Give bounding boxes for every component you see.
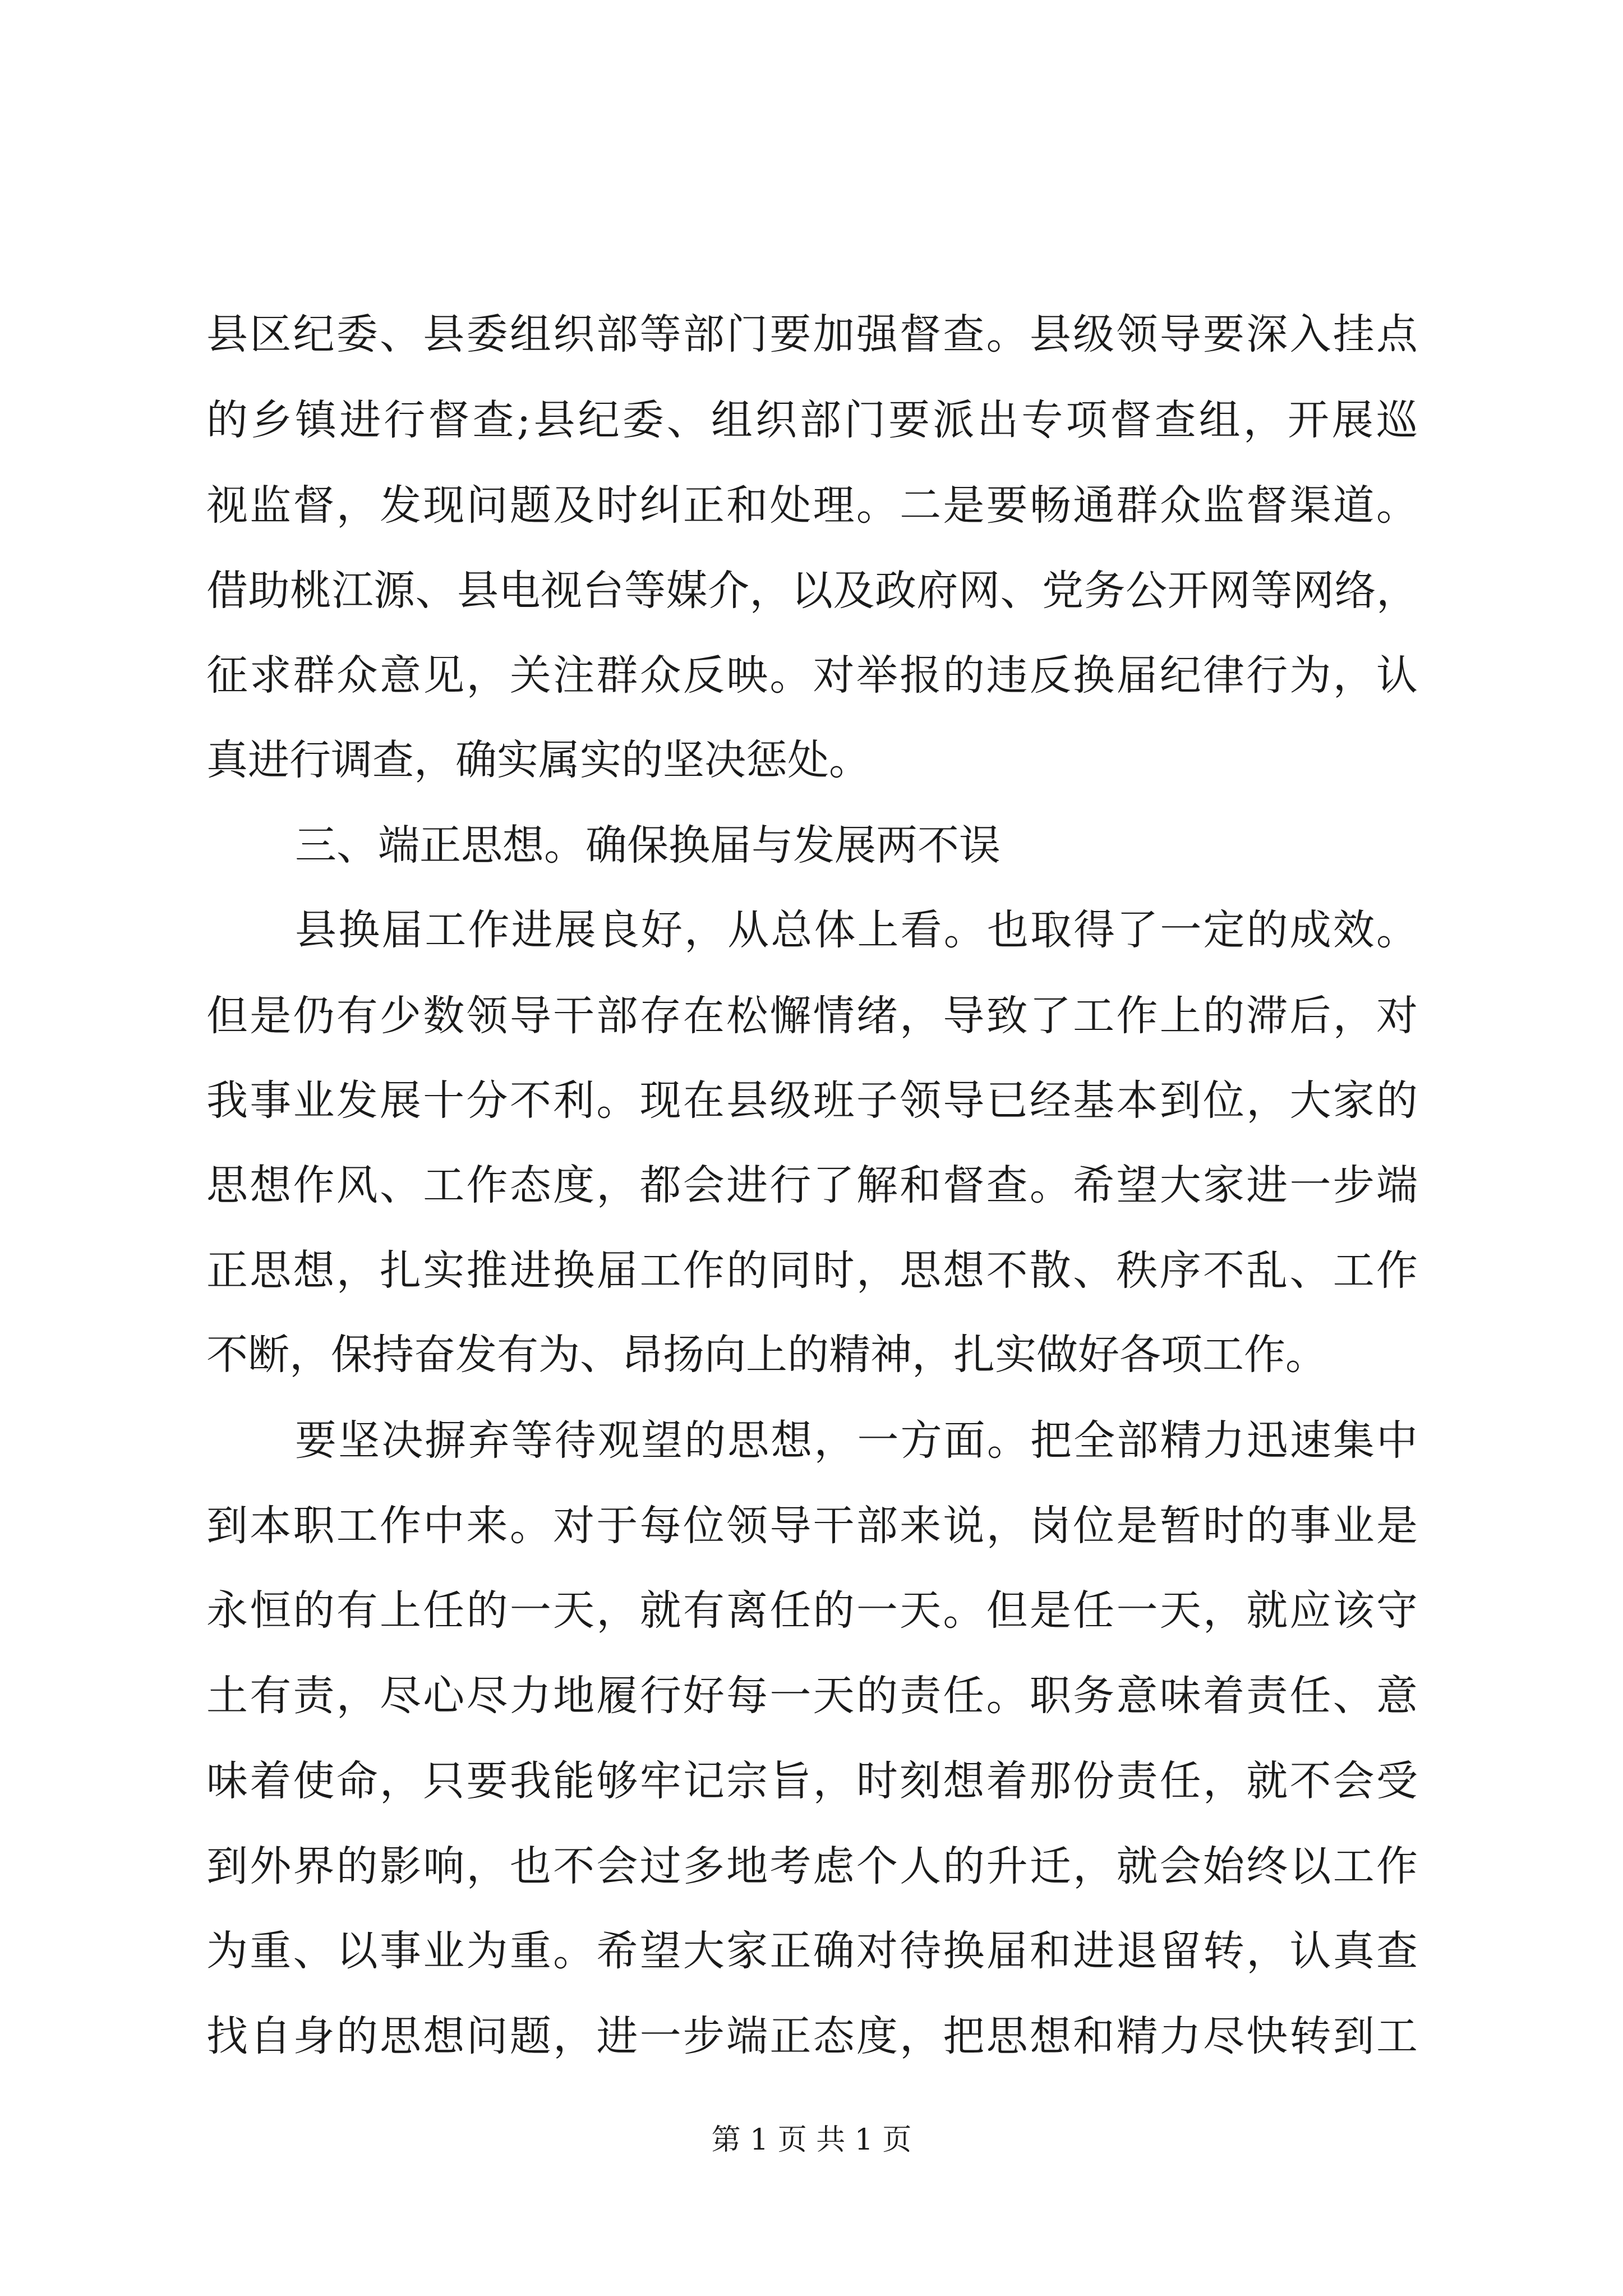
- text-line: 到本职工作中来。对于每位领导干部来说，岗位是暂时的事业是: [206, 1502, 1418, 1550]
- text-line: 找自身的思想问题，进一步端正态度，把思想和精力尽快转到工: [206, 2012, 1418, 2060]
- text-line: 正思想，扎实推进换届工作的同时，思想不散、秩序不乱、工作: [206, 1246, 1418, 1295]
- text-line: 味着使命，只要我能够牢记宗旨，时刻想着那份责任，就不会受: [206, 1757, 1418, 1805]
- text-line: 为重、以事业为重。希望大家正确对待换届和进退留转，认真查: [206, 1927, 1418, 1975]
- text-line: 征求群众意见，关注群众反映。对举报的违反换届纪律行为，认: [206, 651, 1418, 700]
- text-line: 我事业发展十分不利。现在县级班子领导已经基本到位，大家的: [206, 1076, 1418, 1125]
- text-line: 县区纪委、县委组织部等部门要加强督查。县级领导要深入挂点: [206, 310, 1418, 358]
- text-line: 视监督，发现问题及时纠正和处理。二是要畅通群众监督渠道。: [206, 481, 1418, 530]
- page-number-footer: 第 1 页 共 1 页: [711, 2123, 912, 2157]
- text-line: 借助桃江源、县电视台等媒介，以及政府网、党务公开网等网络，: [206, 567, 1418, 615]
- text-line: 土有责，尽心尽力地履行好每一天的责任。职务意味着责任、意: [206, 1672, 1418, 1720]
- text-line: 不断，保持奋发有为、昂扬向上的精神，扎实做好各项工作。: [206, 1331, 1327, 1379]
- text-line: 县换届工作进展良好，从总体上看。也取得了一定的成效。: [295, 906, 1418, 954]
- text-line: 思想作风、工作态度，都会进行了解和督查。希望大家进一步端: [206, 1161, 1418, 1209]
- section-heading: 三、端正思想。确保换届与发展两不误: [295, 821, 1000, 869]
- text-line: 的乡镇进行督查;县纪委、组织部门要派出专项督查组，开展巡: [206, 396, 1418, 444]
- text-line: 真进行调查，确实属实的坚决惩处。: [206, 736, 870, 784]
- text-line: 到外界的影响，也不会过多地考虑个人的升迁，就会始终以工作: [206, 1842, 1418, 1890]
- text-line: 要坚决摒弃等待观望的思想，一方面。把全部精力迅速集中: [295, 1416, 1418, 1465]
- text-line: 但是仍有少数领导干部存在松懈情绪，导致了工作上的滞后，对: [206, 992, 1418, 1040]
- text-line: 永恒的有上任的一天，就有离任的一天。但是任一天，就应该守: [206, 1586, 1418, 1635]
